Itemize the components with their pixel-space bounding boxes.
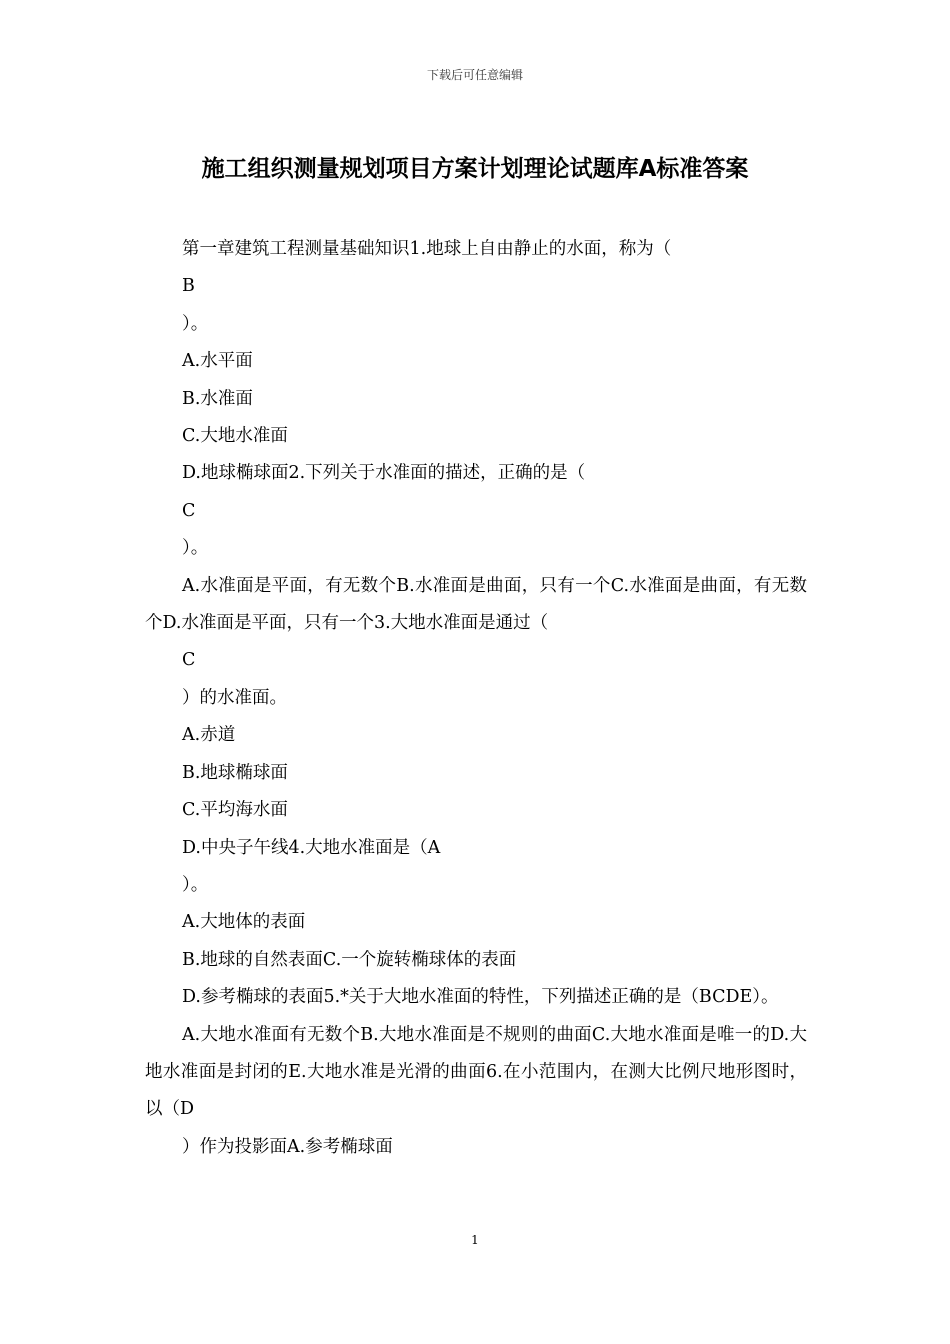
paragraph: D.地球椭球面2.下列关于水准面的描述，正确的是（	[182, 463, 586, 484]
document-body	[145, 231, 807, 1166]
paragraph: ）的水准面。	[182, 687, 287, 708]
paragraph: C.平均海水面	[182, 800, 288, 821]
paragraph: ）。	[182, 313, 209, 334]
paragraph: A.水准面是平面，有无数个B.水准面是曲面，只有一个C.水准面是曲面，有无数个D.水准面是平面，只有一个3.大地水准面是通过（	[145, 575, 807, 634]
paragraph: C	[182, 650, 196, 671]
paragraph: ）。	[182, 538, 209, 559]
document-title: 施工组织测量规划项目方案计划理论试题库A标准答案	[201, 156, 749, 182]
paragraph: B	[182, 276, 195, 297]
paragraph: B.地球的自然表面C.一个旋转椭球体的表面	[182, 949, 517, 970]
paragraph: A.大地体的表面	[182, 912, 306, 933]
paragraph: B.地球椭球面	[182, 762, 288, 783]
paragraph: ）作为投影面A.参考椭球面	[182, 1136, 393, 1157]
page-number: 1	[471, 1233, 479, 1247]
paragraph: D.参考椭球的表面5.*关于大地水准面的特性，下列描述正确的是（BCDE）。	[182, 987, 779, 1008]
paragraph: A.赤道	[182, 725, 236, 746]
paragraph: D.中央子午线4.大地水准面是（A	[182, 837, 441, 858]
paragraph: A.水平面	[182, 351, 253, 372]
paragraph: A.大地水准面有无数个B.大地水准面是不规则的曲面C.大地水准面是唯一的D.大地水准面是封闭的E.大地水准是光滑的曲面6.在小范围内，在测大比例尺地形图时，以（D	[145, 1024, 807, 1120]
paragraph: C.大地水准面	[182, 426, 288, 447]
paragraph: ）。	[182, 874, 209, 895]
header-note: 下载后可任意编辑	[426, 68, 523, 82]
paragraph: C	[182, 500, 196, 521]
paragraph: B.水准面	[182, 388, 253, 409]
paragraph: 第一章建筑工程测量基础知识1.地球上自由静止的水面，称为（	[182, 239, 672, 259]
